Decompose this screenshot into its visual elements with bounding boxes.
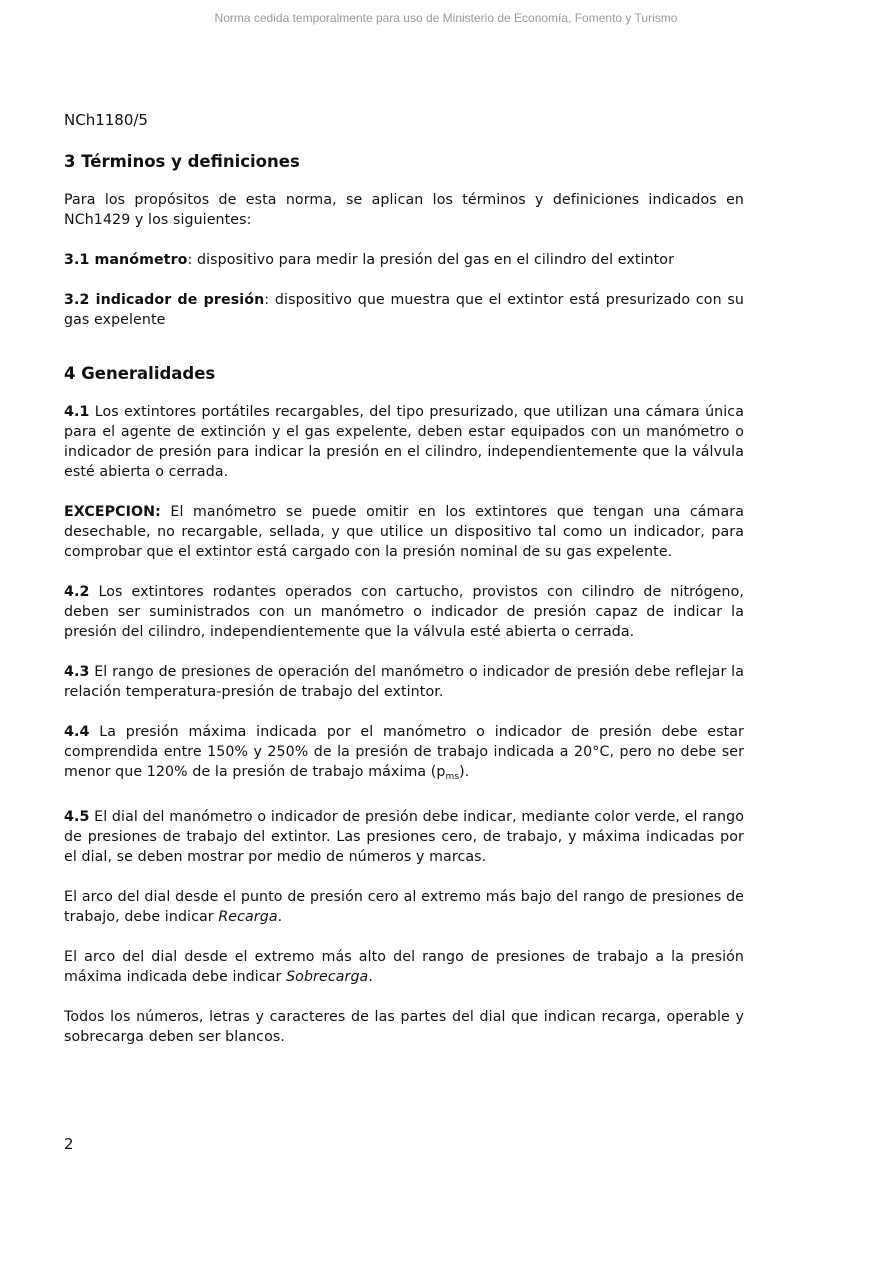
exception-label: EXCEPCION:: [64, 504, 161, 520]
clause-4-4: [64, 722, 744, 787]
sobrecarga-paragraph: [64, 947, 744, 987]
clause-4-1-text: Los extintores portátiles recargables, del tipo presurizado, que utilizan una cámara única para el agente de extinción y el gas expelente, deben estar equipados con un manómetro o indicador de presión para indicar la presión en el cilindro, independientemente que la válvula esté abierta o cerrada.: [64, 404, 744, 480]
clause-4-3-number: 4.3: [64, 664, 90, 680]
clause-4-5: [64, 807, 744, 867]
exception-paragraph: [64, 502, 744, 562]
clause-4-1-number: 4.1: [64, 404, 90, 420]
sobrecarga-end: .: [368, 969, 373, 985]
definition-3-1-term: 3.1 manómetro: [64, 252, 188, 268]
exception-text: El manómetro se puede omitir en los extintores que tengan una cámara desechable, no recargable, sellada, y que utilice un dispositivo tal como un indicador, para comprobar que el extintor está cargado con la presión nominal de su gas expelente.: [64, 504, 744, 560]
clause-4-2-text: Los extintores rodantes operados con cartucho, provistos con cilindro de nitrógeno, deben ser suministrados con un manómetro o indicador de presión capaz de indicar la presión del cilindro, independientemente que la válvula esté abierta o cerrada.: [64, 584, 744, 640]
clause-4-2-number: 4.2: [64, 584, 90, 600]
recarga-text: El arco del dial desde el punto de presión cero al extremo más bajo del rango de presiones de trabajo, debe indicar: [64, 889, 744, 925]
clause-4-5-text: El dial del manómetro o indicador de presión debe indicar, mediante color verde, el rango de presiones de trabajo del extintor. Las presiones cero, de trabajo, y máxima indicadas por el dial, se deben mostrar por medio de números y marcas.: [64, 809, 744, 865]
document-code: NCh1180/5: [64, 111, 148, 129]
clause-4-5-number: 4.5: [64, 809, 90, 825]
definition-3-2: [64, 290, 744, 330]
definition-3-2-term: 3.2 indicador de presión: [64, 292, 265, 308]
definition-3-1: [64, 250, 744, 270]
clause-4-1: [64, 402, 744, 482]
clause-4-3: [64, 662, 744, 702]
clause-4-4-text: La presión máxima indicada por el manómetro o indicador de presión debe estar comprendida entre 150% y 250% de la presión de trabajo indicada a 20°C, pero no debe ser menor que 120% de la presión de trabajo máxima (p: [64, 724, 744, 780]
clause-4-4-end: ).: [459, 764, 470, 780]
sobrecarga-text: El arco del dial desde el extremo más alto del rango de presiones de trabajo a la presión máxima indicada debe indicar: [64, 949, 744, 985]
clause-4-2: [64, 582, 744, 642]
dial-colors-paragraph: Todos los números, letras y caracteres de las partes del dial que indican recarga, operable y sobrecarga deben ser blancos.: [64, 1009, 744, 1045]
page-number: 2: [64, 1135, 74, 1153]
section-3-intro: Para los propósitos de esta norma, se aplican los términos y definiciones indicados en NCh1429 y los siguientes:: [64, 192, 744, 228]
recarga-end: .: [277, 909, 283, 925]
recarga-term: Recarga: [218, 909, 278, 925]
section-4-title: 4 Generalidades: [64, 364, 216, 383]
definition-3-1-text: : dispositivo para medir la presión del gas en el cilindro del extintor: [187, 252, 675, 268]
watermark: Norma cedida temporalmente para uso de Ministerio de Economía, Fomento y Turismo: [214, 11, 678, 25]
definition-3-2-text: : dispositivo que muestra que el extintor está presurizado con su gas expelente: [64, 292, 744, 328]
section-3-title: 3 Términos y definiciones: [64, 152, 300, 171]
recarga-paragraph: [64, 887, 744, 927]
clause-4-3-text: El rango de presiones de operación del manómetro o indicador de presión debe reflejar la relación temperatura-presión de trabajo del extintor.: [64, 664, 744, 700]
page-content: [64, 108, 744, 1067]
sobrecarga-term: Sobrecarga: [286, 969, 369, 985]
clause-4-4-subscript: ms: [445, 772, 460, 782]
clause-4-4-number: 4.4: [64, 724, 90, 740]
